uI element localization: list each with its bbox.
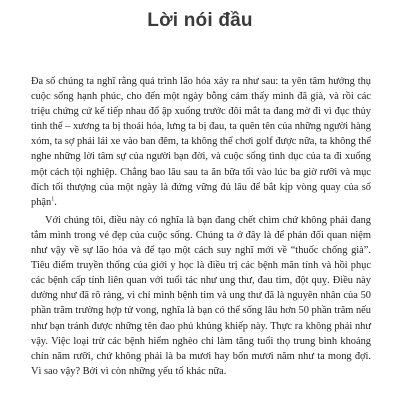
footnote-marker[interactable]: 1 [51, 196, 55, 203]
body-text [31, 74, 371, 379]
paragraph-1 [31, 74, 371, 210]
page-title: Lời nói đầu [147, 10, 253, 31]
paragraph-1-end: . [54, 196, 57, 208]
paragraph-1-text: Đa số chúng ta nghĩ rằng quá trình lão hóa xảy ra như sau: ta yên tâm hưởng thụ cuộc sống hạnh phúc, cho đến một ngày bỗng cảm thấy mình đã già, và rồi các triệu chứng cứ kế tiếp nhau đổ ập xuống trước đôi mắt ta đang mờ đi vì đục thủy tinh thể – xương ta bị thoái hóa, lưng ta bị đau, ta quên tên của những người hàng xóm, ta sợ phải lái xe vào ban đêm, ta không thể chơi golf được nữa, ta không thể nghe những lời tâm sự của người bạn đời, và cuộc sống tình dục của ta đi xuống một cách tội nghiệp. Chẳng bao lâu sau ta ăn bữa tối vào lúc ba giờ rưỡi và mục đích tối thượng của một ngày là đứng vững đủ lâu để bắt kịp vòng quay của số phận [31, 76, 371, 208]
paragraph-2: Với chúng tôi, điều này có nghĩa là bạn đang chết chìm chứ không phải đang tắm mình trong vẻ đẹp của cuộc sống. Chúng ta ở đây là để phản đối quan niệm như vậy về sự lão hóa và để tạo một cách suy nghĩ mới về “thuốc chống già”. Tiêu điểm truyền thống của giới y học là điều trị các bệnh mãn tính và hồi phục các bệnh cấp tính liên quan với tuổi tác như ung thư, đau tim, đột quỵ. Điều này dường như đã rõ ràng, vì chỉ mình bệnh tim và ung thư đã là nguyên nhân của 50 phần trăm trường hợp tử vong, nghĩa là bạn có thể sống lâu hơn 50 phần trăm nếu như bạn tránh được những tên đao phủ khủng khiếp này. Thực ra không phải như vậy. Việc loại trừ các bệnh hiểm nghèo chỉ làm tăng tuổi thọ trung bình khoảng chín năm rưỡi, chứ không phải là ba mươi hay bốn mươi năm như ta mong đợi. Vì sao vậy? Bởi vì còn những yếu tố khác nữa. [31, 214, 371, 377]
